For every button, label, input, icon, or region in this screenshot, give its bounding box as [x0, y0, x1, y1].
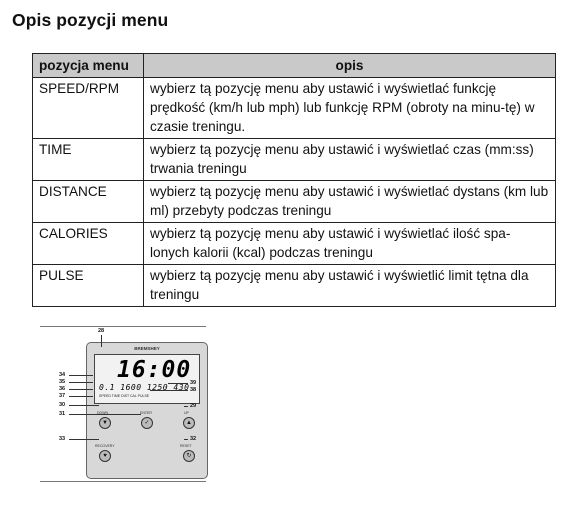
column-header-desc: opis	[144, 54, 556, 78]
callout-line	[184, 439, 188, 440]
arrow-up-icon: ▲	[186, 420, 192, 426]
table-row	[33, 223, 556, 265]
callout-line	[69, 439, 99, 440]
callout-line	[69, 414, 141, 415]
check-icon: ✓	[144, 420, 150, 426]
heart-icon: ♥	[103, 453, 107, 459]
callout-line	[150, 390, 188, 391]
callout-line	[184, 406, 188, 407]
cell-item: DISTANCE	[33, 181, 144, 223]
callout-line	[69, 405, 99, 406]
console-panel	[86, 342, 208, 479]
callout-line	[69, 396, 93, 397]
table-row	[33, 265, 556, 307]
console-figure	[40, 326, 206, 482]
callout-32: 32	[190, 436, 197, 442]
callout-39: 39	[190, 380, 197, 386]
table-row	[33, 139, 556, 181]
lcd-labels: SPEED TIME DIST CAL PULSE	[99, 394, 150, 398]
callout-line	[101, 335, 103, 347]
cell-desc: wybierz tą pozycję menu aby ustawić i wyświetlać ilość spa-lonych kalorii (kcal) podczas treningu	[144, 223, 556, 265]
arrow-down-icon: ▼	[102, 420, 108, 426]
figure-bottom-rule	[40, 481, 206, 482]
table-row	[33, 78, 556, 139]
callout-36: 36	[59, 386, 66, 392]
reset-icon: ↻	[186, 453, 192, 459]
callout-34: 34	[59, 372, 66, 378]
cell-item: TIME	[33, 139, 144, 181]
callout-33: 33	[59, 436, 66, 442]
cell-desc: wybierz tą pozycję menu aby ustawić i wyświetlać funkcję prędkość (km/h lub mph) lub funkcję RPM (obroty na minu-tę) w czasie treningu.	[144, 78, 556, 139]
cell-desc: wybierz tą pozycję menu aby ustawić i wyświetlać dystans (km lub ml) przebyty podczas treningu	[144, 181, 556, 223]
down-button[interactable]	[99, 417, 111, 429]
lcd-display	[94, 354, 200, 404]
callout-31: 31	[59, 411, 66, 417]
callout-line	[168, 383, 188, 384]
reset-button-label: RESET	[180, 444, 192, 448]
callout-37: 37	[59, 393, 66, 399]
cell-desc: wybierz tą pozycję menu aby ustawić i wyświetlać czas (mm:ss) trwania treningu	[144, 139, 556, 181]
table-header-row	[33, 54, 556, 78]
callout-28: 28	[98, 328, 105, 334]
callout-line	[69, 375, 93, 376]
column-header-item: pozycja menu	[33, 54, 144, 78]
page-title: Opis pozycji menu	[12, 10, 169, 30]
cell-item: PULSE	[33, 265, 144, 307]
brand-logo: BREMSHEY	[134, 346, 160, 351]
callout-line	[69, 382, 93, 383]
enter-button[interactable]	[141, 417, 153, 429]
up-button-label: UP	[184, 411, 189, 415]
callout-30: 30	[59, 402, 66, 408]
cell-item: CALORIES	[33, 223, 144, 265]
table-row	[33, 181, 556, 223]
callout-line	[69, 389, 93, 390]
recovery-button[interactable]	[99, 450, 111, 462]
lcd-small-values: 0.1 1600 1250 430	[99, 383, 190, 392]
down-button-label: DOWN	[97, 411, 109, 415]
callout-35: 35	[59, 379, 66, 385]
cell-desc: wybierz tą pozycję menu aby ustawić i wyświetlić limit tętna dla treningu	[144, 265, 556, 307]
reset-button[interactable]	[183, 450, 195, 462]
figure-top-rule	[40, 326, 206, 327]
recovery-button-label: RECOVERY	[95, 444, 115, 448]
callout-38: 38	[190, 387, 197, 393]
lcd-main-value: 16:00	[117, 357, 192, 383]
cell-item: SPEED/RPM	[33, 78, 144, 139]
callout-29: 29	[190, 403, 197, 409]
up-button[interactable]	[183, 417, 195, 429]
menu-table	[32, 53, 556, 307]
enter-button-label: ENTER	[140, 411, 152, 415]
